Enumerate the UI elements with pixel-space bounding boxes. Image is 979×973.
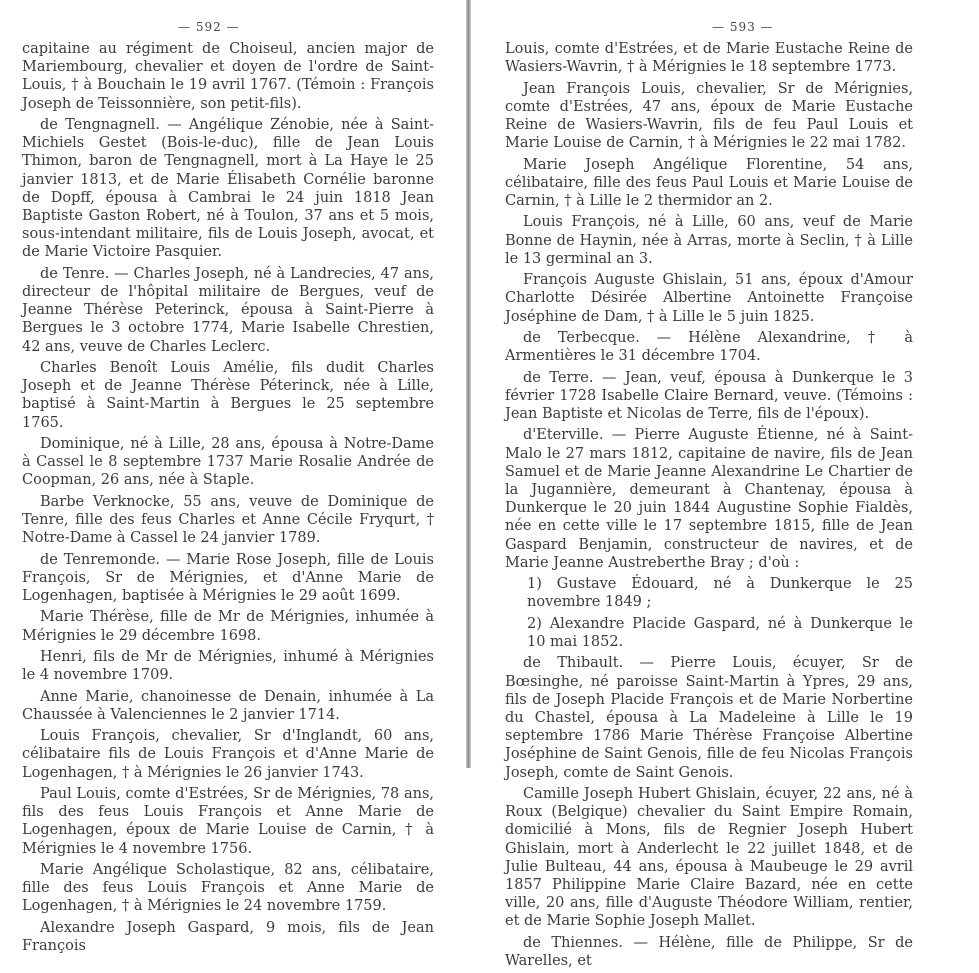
paragraph: Anne Marie, chanoinesse de Denain, inhumée à La Chaussée à Valenciennes le 2 janvier 1714. xyxy=(22,688,434,723)
entry-terbecque: de Terbecque. — Hélène Alexandrine, † à Armentières le 31 décembre 1704. xyxy=(505,329,913,365)
paragraph: Louis, comte d'Estrées, et de Marie Eustache Reine de Wasiers-Wavrin, † à Mérignies le 18 septembre 1773. xyxy=(505,41,913,76)
paragraph: Charles Benoît Louis Amélie, fils dudit Charles Joseph et de Jeanne Thérèse Péterinck, née à Lille, baptisé à Saint-Martin à Bergues le 25 septembre 1765. xyxy=(22,360,434,431)
page-number: — 593 — xyxy=(712,20,774,34)
page-text xyxy=(505,40,913,973)
paragraph: Paul Louis, comte d'Estrées, Sr de Mérignies, 78 ans, fils des feus Louis François et Anne Marie de Logenhagen, époux de Marie Louise de Carnin, † à Mérignies le 4 novembre 1756. xyxy=(22,785,434,857)
list-item: 1) Gustave Édouard, né à Dunkerque le 25 novembre 1849 ; xyxy=(527,576,913,611)
paragraph: Camille Joseph Hubert Ghislain, écuyer, 22 ans, né à Roux (Belgique) chevalier du Saint Empire Romain, domicilié à Mons, fils de Regnier Joseph Hubert Ghislain, mort à Anderlecht le 22 juillet 1848, et de Julie Bulteau, 44 ans, épousa à Maubeuge le 29 avril 1857 Philippine Marie Claire Bazard, née en cette ville, 20 ans, fille d'Auguste Théodore William, rentier, et de Marie Sophie Joseph Mallet. xyxy=(505,785,913,930)
entry-thibault: de Thibault. — Pierre Louis, écuyer, Sr de Bœsinghe, né paroisse Saint-Martin à Ypres, 29 ans, fils de Joseph Placide François et de Marie Norbertine du Chastel, épousa à La Madeleine à Lille le 19 septembre 1786 Marie Thérèse Françoise Albertine Joséphine de Saint Genois, fille de feu Nicolas François Joseph, comte de Saint Genois. xyxy=(505,655,913,781)
paragraph: Henri, fils de Mr de Mérignies, inhumé à Mérignies le 4 novembre 1709. xyxy=(22,649,434,684)
page-text xyxy=(22,40,434,958)
entry-tengnagnell: de Tengnagnell. — Angélique Zénobie, née à Saint-Michiels Gestet (Bois-le-duc), fille de Jean Louis Thimon, baron de Tengnagnell, mort à La Haye le 25 janvier 1813, et de Marie Élisabeth Cornélie baronne de Dopff, épousa à Cambrai le 24 juin 1818 Jean Baptiste Gaston Robert, né à Toulon, 37 ans et 5 mois, sous-intendant militaire, fils de Louis Joseph, avocat, et de Marie Victoire Pasquier. xyxy=(22,117,434,261)
entry-eterville: d'Eterville. — Pierre Auguste Étienne, né à Saint-Malo le 27 mars 1812, capitaine de navire, fils de Jean Samuel et de Marie Jeanne Alexandrine Le Chartier de la Jugannière, demeurant à Chantenay, épousa à Dunkerque le 20 juin 1844 Augustine Sophie Fialdès, née en cette ville le 17 septembre 1815, fille de Jean Gaspard Benjamin, constructeur de navires, et de Marie Jeanne Austreberthe Bray ; d'où : xyxy=(505,427,913,571)
list-item: 2) Alexandre Placide Gaspard, né à Dunkerque le 10 mai 1852. xyxy=(527,615,913,650)
paragraph: Marie Angélique Scholastique, 82 ans, célibataire, fille des feus Louis François et Anne Marie de Logenhagen, † à Mérignies le 24 novembre 1759. xyxy=(22,861,434,915)
paragraph: Barbe Verknocke, 55 ans, veuve de Dominique de Tenre, fille des feus Charles et Anne Cécile Fryqurt, † Notre-Dame à Cassel le 24 janvier 1789. xyxy=(22,493,434,547)
paragraph: Marie Joseph Angélique Florentine, 54 ans, célibataire, fille des feus Paul Louis et Marie Louise de Carnin, † à Lille le 2 thermidor an 2. xyxy=(505,156,913,209)
paragraph: Dominique, né à Lille, 28 ans, épousa à Notre-Dame à Cassel le 8 septembre 1737 Marie Rosalie Andrée de Coopman, 26 ans, née à Staple. xyxy=(22,436,434,489)
entry-terre: de Terre. — Jean, veuf, épousa à Dunkerque le 3 février 1728 Isabelle Claire Bernard, veuve. (Témoins : Jean Baptiste et Nicolas de Terre, fils de l'époux). xyxy=(505,369,913,422)
left-page xyxy=(0,0,470,954)
paragraph: Jean François Louis, chevalier, Sr de Mérignies, comte d'Estrées, 47 ans, époux de Marie Eustache Reine de Wasiers-Wavrin, fils de feu Paul Louis et Marie Louise de Carnin, † à Mérignies le 22 mai 1782. xyxy=(505,80,913,152)
paragraph: Louis François, né à Lille, 60 ans, veuf de Marie Bonne de Haynin, née à Arras, morte à Seclin, † à Lille le 13 germinal an 3. xyxy=(505,214,913,267)
right-page xyxy=(470,0,979,969)
paragraph: Louis François, chevalier, Sr d'Inglandt, 60 ans, célibataire fils de Louis François et d'Anne Marie de Logenhagen, † à Mérignies le 26 janvier 1743. xyxy=(22,728,434,781)
page-number: — 592 — xyxy=(178,20,240,34)
paragraph: Alexandre Joseph Gaspard, 9 mois, fils de Jean François xyxy=(22,919,434,954)
paragraph: Marie Thérèse, fille de Mr de Mérignies, inhumée à Mérignies le 29 décembre 1698. xyxy=(22,609,434,644)
paragraph: capitaine au régiment de Choiseul, ancien major de Mariembourg, chevalier et doyen de l'ordre de Saint-Louis, † à Bouchain le 19 avril 1767. (Témoin : François Joseph de Teissonnière, son petit-fils). xyxy=(22,41,434,112)
entry-tenremonde: de Tenremonde. — Marie Rose Joseph, fille de Louis François, Sr de Mérignies, et d'Anne Marie de Logenhagen, baptisée à Mérignies le 29 août 1699. xyxy=(22,551,434,605)
entry-tenre: de Tenre. — Charles Joseph, né à Landrecies, 47 ans, directeur de l'hôpital militaire de Bergues, veuf de Jeanne Thérèse Peterinck, épousa à Saint-Pierre à Bergues le 3 octobre 1774, Marie Isabelle Chrestien, 42 ans, veuve de Charles Leclerc. xyxy=(22,265,434,355)
entry-thiennes: de Thiennes. — Hélène, fille de Philippe, Sr de Warelles, et xyxy=(505,934,913,969)
paragraph: François Auguste Ghislain, 51 ans, époux d'Amour Charlotte Désirée Albertine Antoinette Françoise Joséphine de Dam, † à Lille le 5 juin 1825. xyxy=(505,272,913,325)
